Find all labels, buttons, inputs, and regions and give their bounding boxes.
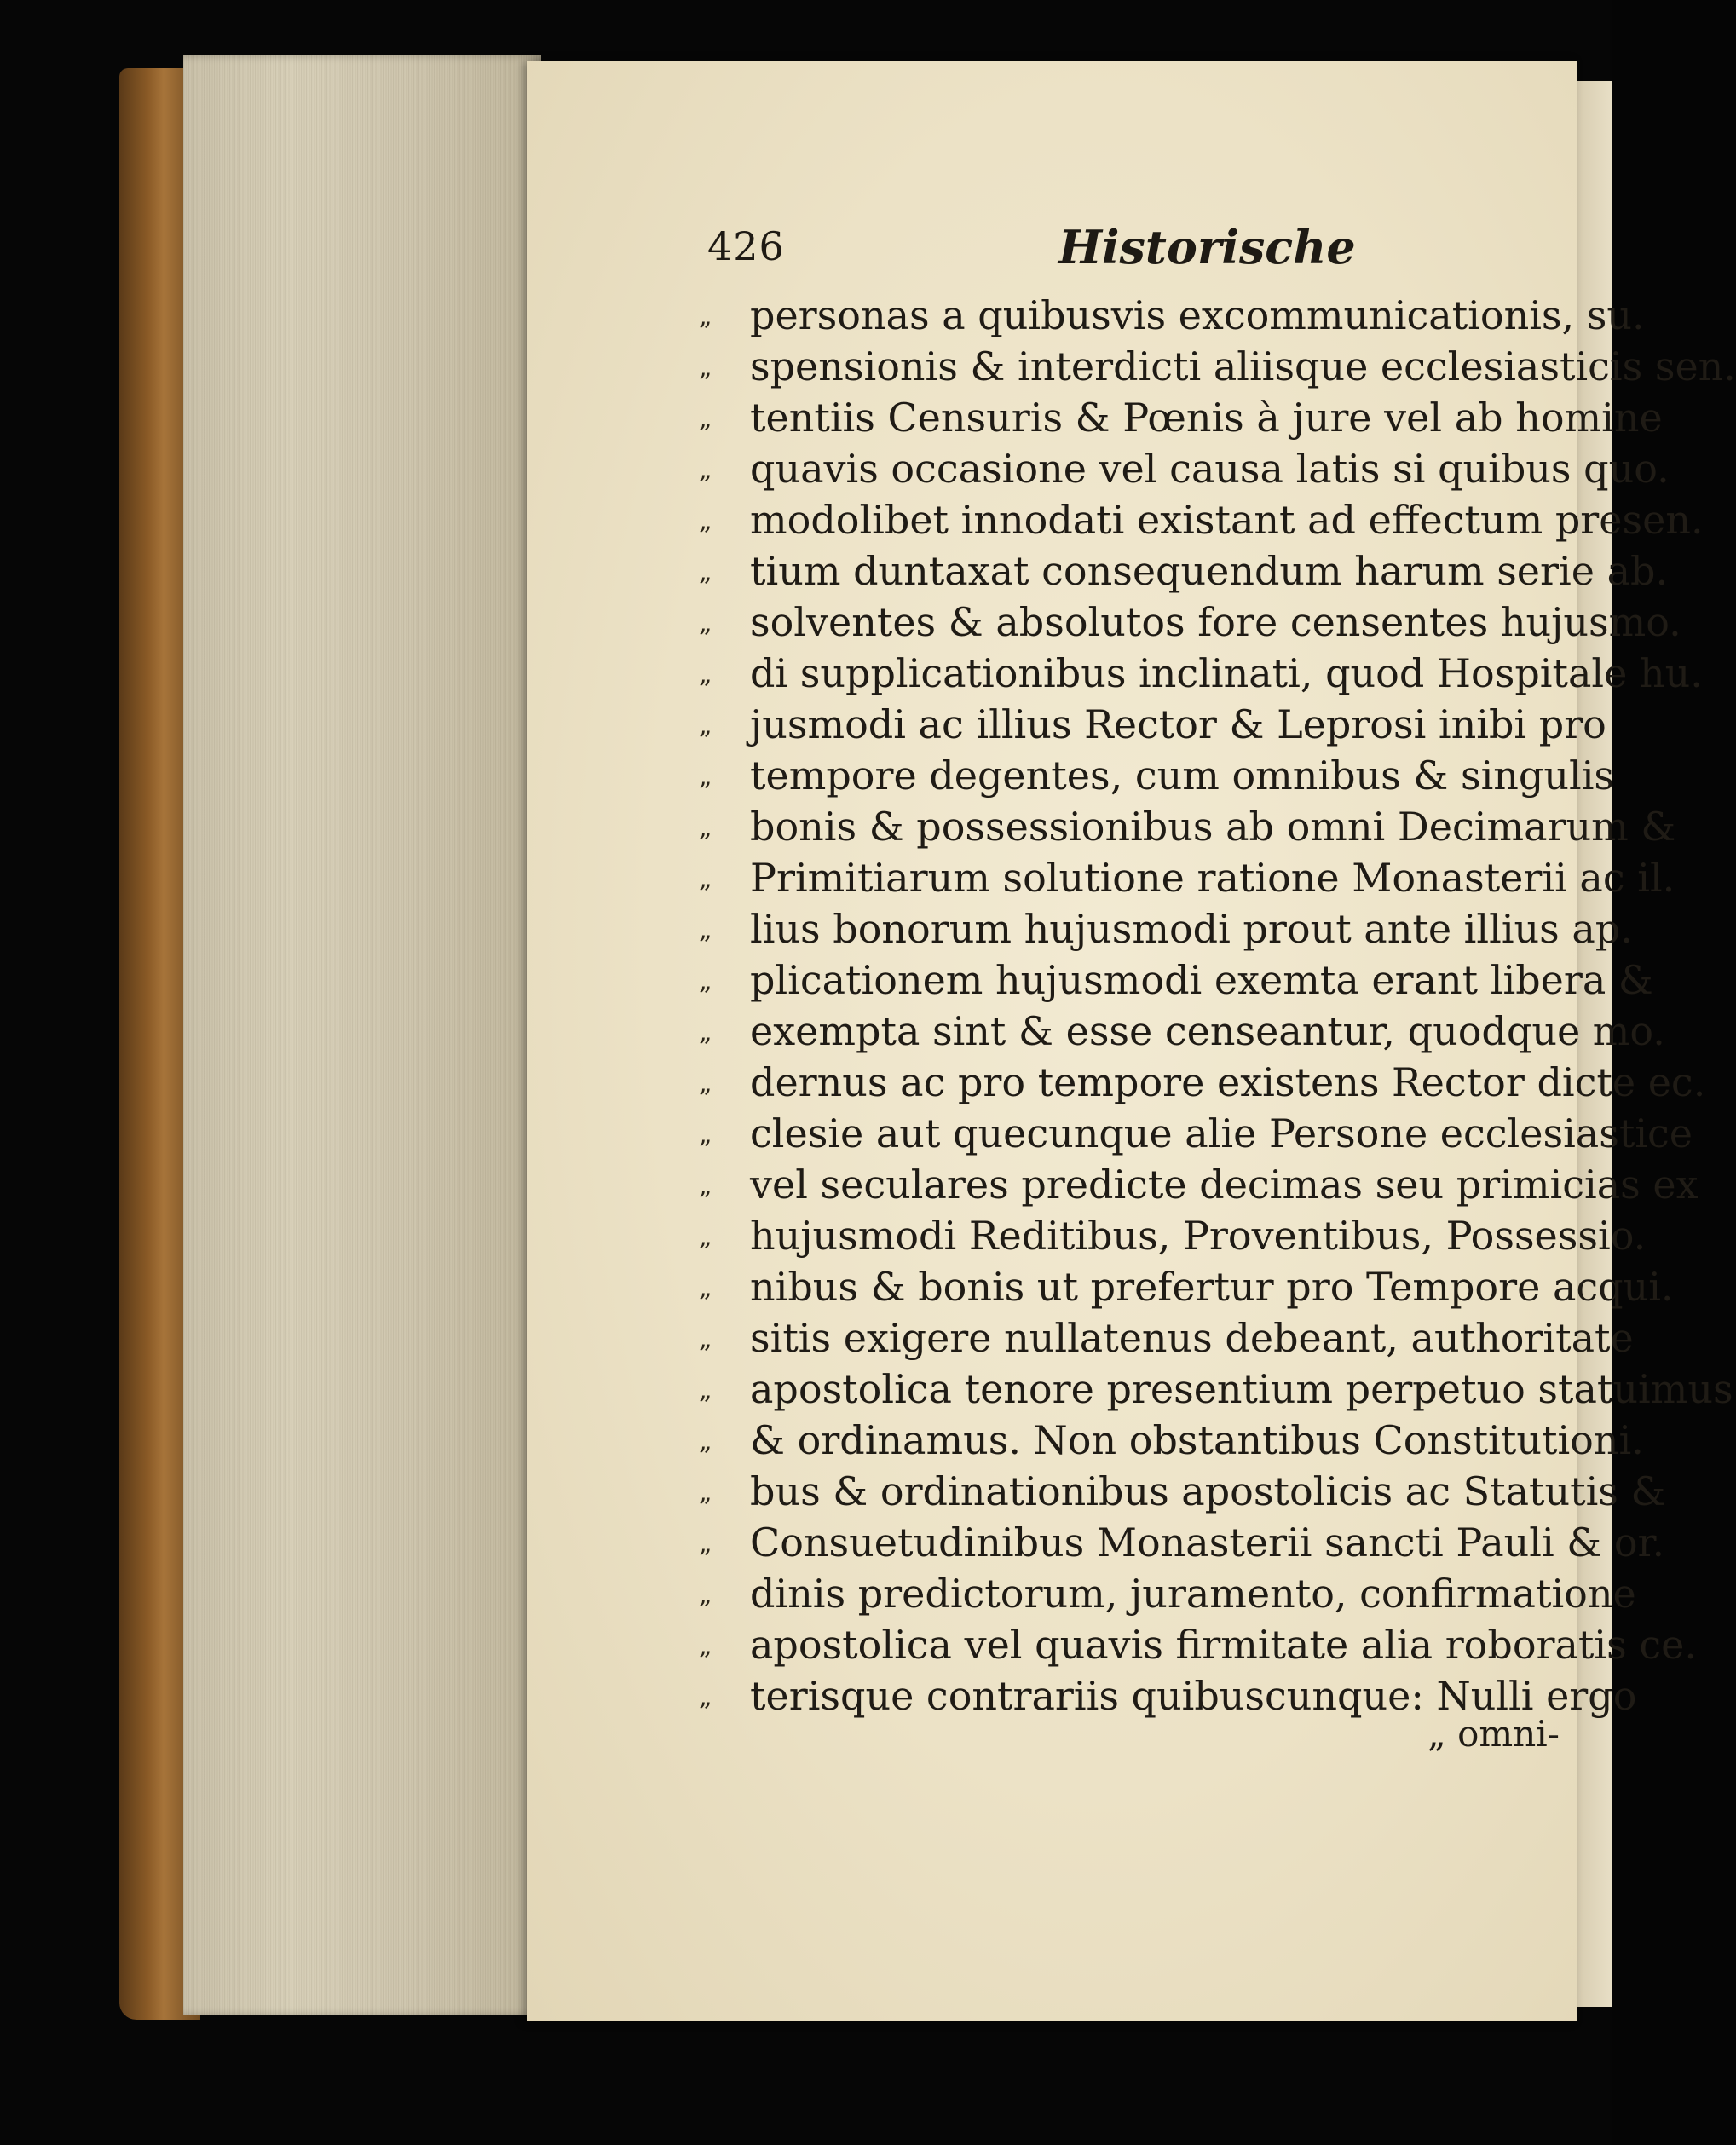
line-text: Consuetudinibus Monasterii sancti Pauli & or. [750,1519,1665,1566]
line-text: personas a quibusvis excommunicationis, su. [750,292,1645,338]
text-line [699,1415,1644,1466]
text-line [699,545,1669,597]
text-line [699,290,1645,341]
line-text: Primitiarum solutione ratione Monasterii ac il. [750,855,1675,901]
quote-mark: „ [699,762,712,792]
quote-mark: „ [699,506,712,536]
quote-mark: „ [699,1120,712,1150]
quote-mark: „ [699,404,712,434]
quote-mark: „ [699,1069,712,1098]
line-text: di supplicationibus inclinati, quod Hospitale hu. [750,650,1703,696]
line-text: apostolica vel quavis firmitate alia roboratis ce. [750,1622,1697,1668]
line-text: vel seculares predicte decimas seu primicias ex [750,1162,1699,1208]
quote-mark: „ [699,1018,712,1047]
text-line [699,954,1653,1006]
line-text: exempta sint & esse censeantur, quodque mo. [750,1008,1665,1054]
quote-mark: „ [699,711,712,741]
text-line [699,903,1633,954]
quote-mark: „ [699,1427,712,1456]
quote-mark: „ [699,1273,712,1303]
text-line [699,801,1676,852]
text-line [699,1568,1636,1619]
quote-mark: „ [699,608,712,638]
quote-mark: „ [699,1631,712,1661]
line-text: & ordinamus. Non obstantibus Constitutioni. [750,1417,1644,1463]
text-line [699,750,1615,801]
text-line [699,1312,1634,1364]
quote-mark: „ [699,1478,712,1508]
line-text: plicationem hujusmodi exemta erant libera & [750,957,1653,1003]
quote-mark: „ [699,660,712,689]
line-text: hujusmodi Reditibus, Proventibus, Possessio. [750,1213,1647,1259]
line-text: tium duntaxat consequendum harum serie ab. [750,548,1669,594]
quote-mark: „ [699,1222,712,1252]
text-line [699,1670,1637,1721]
line-text: bus & ordinationibus apostolicis ac Statutis & [750,1468,1666,1514]
quote-mark: „ [699,1682,712,1712]
quote-mark: „ [699,813,712,843]
quote-mark: „ [699,302,712,332]
quote-mark: „ [699,915,712,945]
quote-mark: „ [699,966,712,996]
quote-mark: „ [699,864,712,894]
line-text: tentiis Censuris & Pœnis à jure vel ab homine [750,395,1663,441]
line-text: solventes & absolutos fore censentes hujusmo. [750,599,1681,645]
line-text: terisque contrariis quibuscunque: Nulli ergo [750,1673,1637,1719]
line-text: clesie aut quecunque alie Persone ecclesiastice [750,1110,1693,1156]
text-line [699,341,1736,392]
line-text: sitis exigere nullatenus debeant, authoritate [750,1315,1634,1361]
text-line [699,1466,1666,1517]
line-text: tempore degentes, cum omnibus & singulis [750,752,1615,799]
quote-mark: „ [699,1529,712,1559]
text-line [699,648,1703,699]
line-text: modolibet innodati existant ad effectum presen. [750,497,1704,543]
line-text: apostolica tenore presentium perpetuo statuimus [750,1366,1733,1412]
text-line [699,1364,1733,1415]
text-line [699,1006,1665,1057]
text-line [699,1159,1699,1210]
running-head: Historische [1058,220,1356,274]
text-line [699,494,1704,545]
text-line [699,1517,1665,1568]
text-line [699,699,1606,750]
text-line [699,392,1663,443]
quote-mark: „ [699,557,712,587]
line-text: dernus ac pro tempore existens Rector dicte ec. [750,1059,1706,1105]
page-fore-edge [183,55,541,2015]
line-text: nibus & bonis ut prefertur pro Tempore acqui. [750,1264,1674,1310]
line-text: dinis predictorum, juramento, confirmatione [750,1571,1636,1617]
line-text: quavis occasione vel causa latis si quibus quo. [750,446,1670,492]
quote-mark: „ [699,1580,712,1610]
catchword: „ omni- [1427,1713,1560,1755]
page-number: 426 [707,223,785,269]
quote-mark: „ [699,1171,712,1201]
text-line [699,1261,1674,1312]
quote-mark: „ [699,1375,712,1405]
text-line [699,1057,1706,1108]
line-text: bonis & possessionibus ab omni Decimarum & [750,804,1676,850]
text-line [699,1210,1647,1261]
text-line [699,597,1681,648]
text-line [699,443,1670,494]
quote-mark: „ [699,1324,712,1354]
text-line [699,1619,1697,1670]
line-text: spensionis & interdicti aliisque ecclesiasticis sen. [750,343,1736,389]
quote-mark: „ [699,353,712,383]
line-text: jusmodi ac illius Rector & Leprosi inibi pro [750,701,1606,747]
quote-mark: „ [699,455,712,485]
text-line [699,1108,1693,1159]
line-text: lius bonorum hujusmodi prout ante illius ap. [750,906,1633,952]
text-line [699,852,1675,903]
